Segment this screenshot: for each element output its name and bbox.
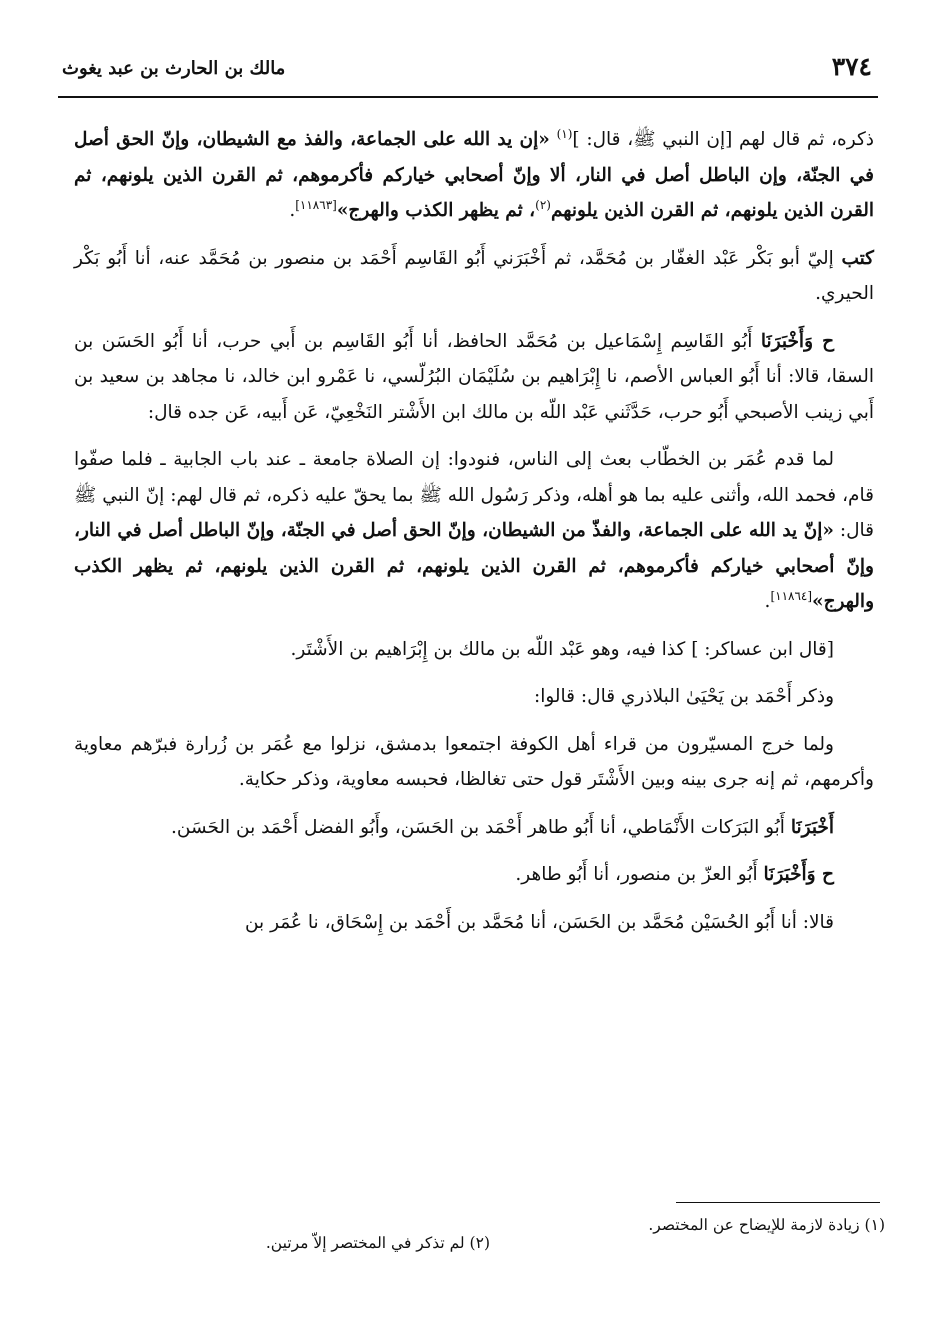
hadith-text-1: «إن يد الله على الجماعة، والفذ مع الشيطان، وإنّ الحق أصل في الجنّة، وإن الباطل أصل في النار، ألا وإنّ أصحابي خياركم فأكرموهم، ثم القرن الذين يلونهم، ثم القرن الذين يلونهم، ثم القرن الذين يلونهم [74, 129, 874, 221]
paragraph-6 [74, 679, 874, 715]
isnad-text-3: أَبُو البَرَكات الأَنْمَاطي، أنا أَبُو طاهر أَحْمَد بن الحَسَن، وأَبُو الفضل أَحْمَد بن الحَسَن. [170, 816, 785, 838]
paragraph-7 [74, 727, 874, 798]
transmission-keyword-4: ح وَأَخْبَرَنَا [763, 864, 834, 885]
footnote-rule [676, 1202, 880, 1203]
transmission-keyword-3: أَخْبَرَنَا [790, 816, 834, 838]
running-title: مالك بن الحارث بن عبد يغوث [62, 58, 286, 79]
baladhuri-intro: وذكر أَحْمَد بن يَحْيَىٰ البلاذري قال: قالوا: [533, 686, 834, 707]
paragraph-5 [74, 632, 874, 668]
page-number: ٣٧٤ [831, 52, 872, 81]
p1-intro: ذكره، ثم قال لهم [إن النبي ﷺ، قال: ] [572, 129, 874, 150]
p1-end: . [289, 200, 296, 221]
transmission-keyword-2: ح وَأَخْبَرَنَا [760, 330, 835, 352]
footnote-1: (١) زيادة لازمة للإيضاح عن المختصر. [648, 1216, 885, 1234]
hadith-text-1-end: ، ثم يظهر الكذب والهرج» [336, 200, 536, 221]
p4-end: . [764, 591, 771, 612]
header-rule [58, 96, 878, 98]
editor-note: [قال ابن عساكر: ] كذا فيه، وهو عَبْد اللّه بن مالك بن إِبْرَاهيم بن الأَشْتَر. [290, 638, 834, 660]
isnad-text-5: قالا: أنا أَبُو الحُسَيْن مُحَمَّد بن الحَسَن، أنا مُحَمَّد بن أَحْمَد بن إِسْحَاق، نا عُمَر بن [244, 911, 834, 933]
footnote-marker-2: (٢) [535, 197, 551, 212]
paragraph-10 [74, 905, 874, 941]
paragraph-9 [74, 857, 874, 893]
footnote-marker-1: (١) [556, 126, 573, 141]
page-header [58, 52, 878, 94]
hadith-ref-2: [١١٨٦٤] [770, 588, 813, 603]
paragraph-3 [74, 324, 874, 431]
narration-text: لما قدم عُمَر بن الخطّاب بعث إلى الناس، فنودوا: إن الصلاة جامعة ـ عند باب الجابية ـ فلما صفّوا قام، فحمد الله، وأثنى عليه بما هو أهله، وذكر رَسُول الله ﷺ بما يحقّ عليه ذكره، ثم قال لهم: إنّ النبي ﷺ قال: [74, 449, 874, 541]
paragraph-2 [74, 241, 874, 312]
baladhuri-text: ولما خرج المسيّرون من قراء أهل الكوفة اجتمعوا بدمشق، نزلوا مع عُمَر بن زُرارة فبرّهم معاوية وأكرمهم، ثم إنه جرى بينه وبين الأَشْتَر قول حتى تغالظا، فحبسه معاوية، وذكر حكاية. [74, 733, 874, 790]
isnad-text-1: إليّ أبو بَكْر عَبْد الغفّار بن مُحَمَّد، ثم أَخْبَرَني أَبُو القَاسِم أَحْمَد بن منصور بن مُحَمَّد عنه، أنا أَبُو بَكْر الحيري. [74, 247, 874, 304]
isnad-text-4: أَبُو العزّ بن منصور، أنا أَبُو طاهر. [515, 864, 758, 885]
hadith-ref-1: [١١٨٦٣] [295, 197, 337, 212]
main-text [74, 122, 874, 952]
paragraph-4 [74, 442, 874, 620]
footnotes [90, 1216, 885, 1276]
transmission-keyword-1: كتب [841, 247, 874, 269]
footnote-2: (٢) لم تذكر في المختصر إلاّ مرتين. [265, 1234, 490, 1252]
hadith-text-2: «إنّ يد الله على الجماعة، والفذّ من الشيطان، وإنّ الحق أصل في الجنّة، وإنّ الباطل أصل في النار، وإنّ أصحابي خياركم فأكرموهم، ثم القرن الذين يلونهم، ثم القرن الذين يلونهم، ثم يظهر الكذب والهرج» [74, 520, 874, 612]
paragraph-8 [74, 810, 874, 846]
paragraph-1 [74, 122, 874, 229]
isnad-text-2: أَبُو القَاسِم إِسْمَاعيل بن مُحَمَّد الحافظ، أنا أَبُو القَاسِم بن أَبي حرب، أنا أَبُو الحَسَن بن السقا، قالا: أنا أَبُو العباس الأصم، نا إِبْرَاهيم بن سُلَيْمَان البُرُلّسي، نا عَمْرو ابن خالد، نا مجاهد بن سعيد بن أَبي زينب الأصبحي أَبُو حرب، حَدَّثَني عَبْد اللّه بن مالك ابن الأَشْتر النَخْعِيّ، عَن أَبيه، عَن جده قال: [74, 330, 874, 423]
